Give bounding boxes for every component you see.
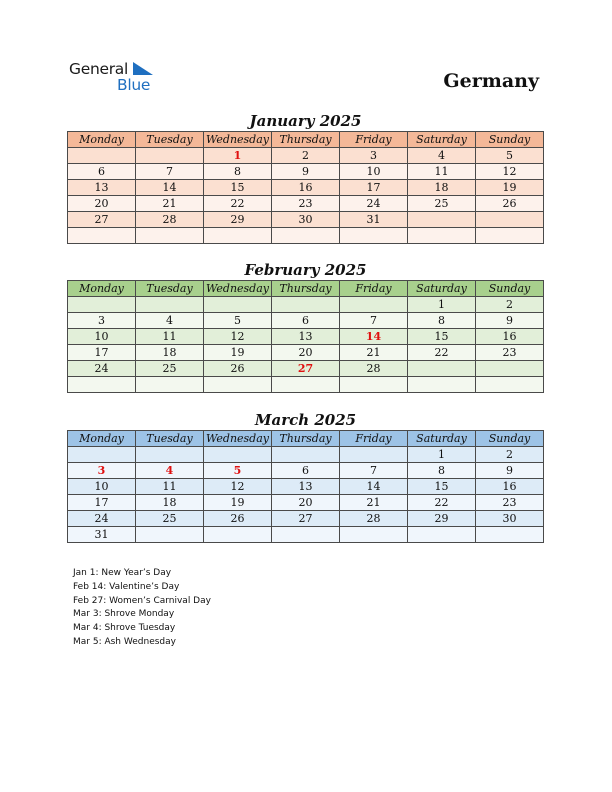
empty-day-cell xyxy=(204,228,272,244)
empty-day-cell xyxy=(408,212,476,228)
day-cell: 17 xyxy=(68,495,136,511)
calendar-body xyxy=(68,447,544,543)
empty-day-cell xyxy=(272,297,340,313)
empty-day-cell xyxy=(68,148,136,164)
week-row xyxy=(68,495,544,511)
day-cell: 7 xyxy=(340,313,408,329)
day-cell: 23 xyxy=(476,345,544,361)
day-cell: 8 xyxy=(204,164,272,180)
week-row xyxy=(68,313,544,329)
logo-triangle-icon xyxy=(133,62,153,76)
empty-day-cell xyxy=(136,228,204,244)
week-row xyxy=(68,329,544,345)
holiday-day-cell: 1 xyxy=(204,148,272,164)
week-row xyxy=(68,148,544,164)
day-cell: 22 xyxy=(408,345,476,361)
weekday-header-row xyxy=(68,132,544,148)
day-cell: 26 xyxy=(476,196,544,212)
day-cell: 6 xyxy=(272,463,340,479)
day-cell: 25 xyxy=(136,511,204,527)
day-cell: 2 xyxy=(476,447,544,463)
generalblue-logo xyxy=(69,60,169,96)
calendar-body xyxy=(68,297,544,393)
empty-day-cell xyxy=(476,527,544,543)
weekday-header: Wednesday xyxy=(204,431,272,447)
week-row xyxy=(68,196,544,212)
day-cell: 29 xyxy=(408,511,476,527)
logo-word-blue: Blue xyxy=(117,76,151,94)
day-cell: 20 xyxy=(272,345,340,361)
day-cell: 5 xyxy=(204,313,272,329)
day-cell: 10 xyxy=(68,329,136,345)
day-cell: 27 xyxy=(272,511,340,527)
month-title: January 2025 xyxy=(249,112,362,130)
weekday-header: Saturday xyxy=(408,431,476,447)
day-cell: 24 xyxy=(340,196,408,212)
week-row xyxy=(68,228,544,244)
weekday-header: Sunday xyxy=(476,281,544,297)
empty-day-cell xyxy=(272,527,340,543)
week-row xyxy=(68,361,544,377)
day-cell: 19 xyxy=(476,180,544,196)
weekday-header-row xyxy=(68,281,544,297)
empty-day-cell xyxy=(408,527,476,543)
day-cell: 12 xyxy=(204,329,272,345)
day-cell: 7 xyxy=(340,463,408,479)
day-cell: 28 xyxy=(340,361,408,377)
weekday-header: Tuesday xyxy=(136,132,204,148)
month-january xyxy=(67,112,544,244)
day-cell: 3 xyxy=(340,148,408,164)
month-march xyxy=(67,411,544,543)
weekday-header: Wednesday xyxy=(204,132,272,148)
empty-day-cell xyxy=(136,297,204,313)
day-cell: 16 xyxy=(476,479,544,495)
day-cell: 4 xyxy=(136,313,204,329)
holiday-item: Jan 1: New Year’s Day xyxy=(73,568,172,578)
day-cell: 4 xyxy=(408,148,476,164)
day-cell: 17 xyxy=(340,180,408,196)
holiday-day-cell: 3 xyxy=(68,463,136,479)
day-cell: 22 xyxy=(204,196,272,212)
day-cell: 30 xyxy=(476,511,544,527)
week-row xyxy=(68,447,544,463)
empty-day-cell xyxy=(204,297,272,313)
day-cell: 14 xyxy=(340,479,408,495)
day-cell: 21 xyxy=(340,345,408,361)
day-cell: 15 xyxy=(204,180,272,196)
empty-day-cell xyxy=(272,228,340,244)
empty-day-cell xyxy=(136,527,204,543)
empty-day-cell xyxy=(272,377,340,393)
day-cell: 24 xyxy=(68,511,136,527)
week-row xyxy=(68,463,544,479)
day-cell: 9 xyxy=(272,164,340,180)
day-cell: 2 xyxy=(476,297,544,313)
day-cell: 11 xyxy=(136,479,204,495)
empty-day-cell xyxy=(204,447,272,463)
calendar-table xyxy=(67,131,544,244)
day-cell: 6 xyxy=(68,164,136,180)
holiday-day-cell: 14 xyxy=(340,329,408,345)
empty-day-cell xyxy=(408,361,476,377)
day-cell: 12 xyxy=(476,164,544,180)
day-cell: 15 xyxy=(408,329,476,345)
empty-day-cell xyxy=(68,447,136,463)
empty-day-cell xyxy=(204,527,272,543)
day-cell: 7 xyxy=(136,164,204,180)
day-cell: 9 xyxy=(476,313,544,329)
day-cell: 19 xyxy=(204,345,272,361)
day-cell: 1 xyxy=(408,447,476,463)
empty-day-cell xyxy=(408,377,476,393)
weekday-header: Friday xyxy=(340,132,408,148)
day-cell: 13 xyxy=(68,180,136,196)
holiday-list xyxy=(73,567,211,650)
empty-day-cell xyxy=(136,447,204,463)
day-cell: 23 xyxy=(476,495,544,511)
day-cell: 25 xyxy=(408,196,476,212)
day-cell: 13 xyxy=(272,479,340,495)
day-cell: 11 xyxy=(408,164,476,180)
calendar-body xyxy=(68,148,544,244)
day-cell: 17 xyxy=(68,345,136,361)
weekday-header: Monday xyxy=(68,431,136,447)
day-cell: 13 xyxy=(272,329,340,345)
empty-day-cell xyxy=(476,228,544,244)
empty-day-cell xyxy=(68,377,136,393)
weekday-header: Friday xyxy=(340,281,408,297)
weekday-header: Tuesday xyxy=(136,431,204,447)
week-row xyxy=(68,479,544,495)
logo-word-general: General xyxy=(69,60,128,78)
day-cell: 14 xyxy=(136,180,204,196)
day-cell: 31 xyxy=(68,527,136,543)
weekday-header: Tuesday xyxy=(136,281,204,297)
weekday-header: Saturday xyxy=(408,132,476,148)
week-row xyxy=(68,377,544,393)
day-cell: 12 xyxy=(204,479,272,495)
empty-day-cell xyxy=(476,361,544,377)
day-cell: 8 xyxy=(408,463,476,479)
holiday-day-cell: 4 xyxy=(136,463,204,479)
holiday-item: Feb 27: Women’s Carnival Day xyxy=(73,595,211,606)
day-cell: 21 xyxy=(340,495,408,511)
holiday-item: Feb 14: Valentine’s Day xyxy=(73,581,180,592)
day-cell: 20 xyxy=(68,196,136,212)
day-cell: 27 xyxy=(68,212,136,228)
day-cell: 10 xyxy=(340,164,408,180)
week-row xyxy=(68,345,544,361)
holiday-item: Mar 4: Shrove Tuesday xyxy=(73,623,176,634)
day-cell: 22 xyxy=(408,495,476,511)
day-cell: 26 xyxy=(204,511,272,527)
day-cell: 20 xyxy=(272,495,340,511)
week-row xyxy=(68,180,544,196)
empty-day-cell xyxy=(340,228,408,244)
day-cell: 26 xyxy=(204,361,272,377)
empty-day-cell xyxy=(340,297,408,313)
day-cell: 3 xyxy=(68,313,136,329)
day-cell: 28 xyxy=(136,212,204,228)
day-cell: 29 xyxy=(204,212,272,228)
day-cell: 11 xyxy=(136,329,204,345)
week-row xyxy=(68,527,544,543)
empty-day-cell xyxy=(476,377,544,393)
empty-day-cell xyxy=(340,447,408,463)
holiday-day-cell: 5 xyxy=(204,463,272,479)
day-cell: 5 xyxy=(476,148,544,164)
holiday-day-cell: 27 xyxy=(272,361,340,377)
day-cell: 21 xyxy=(136,196,204,212)
day-cell: 16 xyxy=(272,180,340,196)
empty-day-cell xyxy=(68,297,136,313)
country-title: Germany xyxy=(443,70,539,92)
holiday-item: Mar 5: Ash Wednesday xyxy=(73,636,176,647)
empty-day-cell xyxy=(136,148,204,164)
day-cell: 1 xyxy=(408,297,476,313)
weekday-header: Wednesday xyxy=(204,281,272,297)
empty-day-cell xyxy=(68,228,136,244)
day-cell: 25 xyxy=(136,361,204,377)
weekday-header: Sunday xyxy=(476,132,544,148)
empty-day-cell xyxy=(408,228,476,244)
empty-day-cell xyxy=(272,447,340,463)
weekday-header: Sunday xyxy=(476,431,544,447)
weekday-header: Friday xyxy=(340,431,408,447)
empty-day-cell xyxy=(476,212,544,228)
empty-day-cell xyxy=(136,377,204,393)
empty-day-cell xyxy=(340,527,408,543)
empty-day-cell xyxy=(340,377,408,393)
week-row xyxy=(68,164,544,180)
holiday-item: Mar 3: Shrove Monday xyxy=(73,609,175,620)
day-cell: 19 xyxy=(204,495,272,511)
empty-day-cell xyxy=(204,377,272,393)
month-title: March 2025 xyxy=(254,411,357,429)
weekday-header: Thursday xyxy=(272,431,340,447)
day-cell: 10 xyxy=(68,479,136,495)
weekday-header: Thursday xyxy=(272,281,340,297)
day-cell: 9 xyxy=(476,463,544,479)
day-cell: 6 xyxy=(272,313,340,329)
day-cell: 31 xyxy=(340,212,408,228)
day-cell: 18 xyxy=(408,180,476,196)
weekday-header: Monday xyxy=(68,132,136,148)
calendar-table xyxy=(67,430,544,543)
day-cell: 15 xyxy=(408,479,476,495)
weekday-header: Monday xyxy=(68,281,136,297)
month-february xyxy=(67,261,544,393)
day-cell: 2 xyxy=(272,148,340,164)
week-row xyxy=(68,297,544,313)
day-cell: 18 xyxy=(136,345,204,361)
weekday-header: Saturday xyxy=(408,281,476,297)
weekday-header-row xyxy=(68,431,544,447)
calendar-table xyxy=(67,280,544,393)
day-cell: 24 xyxy=(68,361,136,377)
day-cell: 23 xyxy=(272,196,340,212)
day-cell: 8 xyxy=(408,313,476,329)
day-cell: 30 xyxy=(272,212,340,228)
day-cell: 28 xyxy=(340,511,408,527)
weekday-header: Thursday xyxy=(272,132,340,148)
day-cell: 18 xyxy=(136,495,204,511)
week-row xyxy=(68,212,544,228)
day-cell: 16 xyxy=(476,329,544,345)
month-title: February 2025 xyxy=(244,261,367,279)
week-row xyxy=(68,511,544,527)
